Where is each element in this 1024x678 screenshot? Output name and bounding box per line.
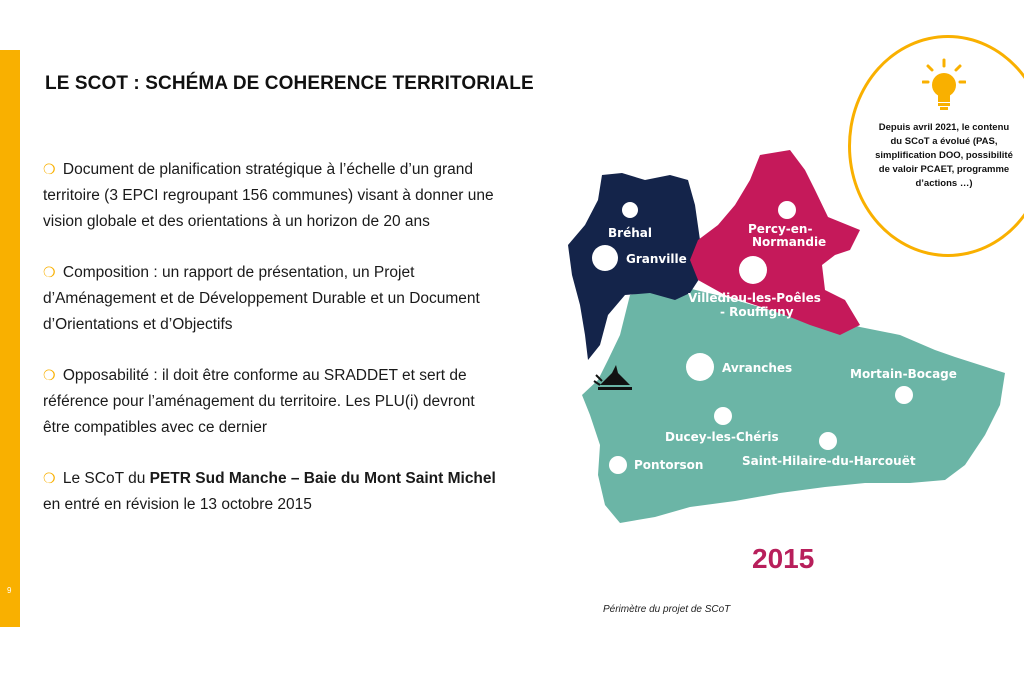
note-line: de valoir PCAET, programme [878, 164, 1010, 175]
bullet-text-line: être compatibles avec ce dernier [43, 419, 268, 436]
bullet-text-bold: PETR Sud Manche – Baie du Mont Saint Michel [149, 470, 496, 487]
note-line: simplification DOO, possibilité [875, 150, 1013, 161]
map-year: 2015 [752, 543, 815, 574]
city-dot-percy [778, 201, 796, 219]
city-dot-ducey [714, 407, 732, 425]
bullet-marker-icon: ❍ [43, 367, 56, 383]
bullet-revision [43, 465, 563, 518]
bullet-marker-icon: ❍ [43, 161, 56, 177]
city-label-villedieu-1: Villedieu-les-Poêles [688, 291, 821, 305]
bullet-marker-icon: ❍ [43, 470, 56, 486]
city-label-villedieu-2: - Rouffigny [720, 305, 794, 319]
city-label-avranches: Avranches [722, 361, 793, 375]
bullet-definition [43, 156, 563, 235]
note-line: du SCoT a évolué (PAS, [890, 136, 998, 147]
bullet-text-line: en entré en révision le 13 octobre 2015 [43, 496, 312, 513]
city-label-brehal: Bréhal [608, 226, 652, 240]
page-number: 9 [7, 586, 12, 595]
city-dot-villedieu [739, 256, 767, 284]
bullet-text-line: référence pour l’aménagement du territoire. Les PLU(i) devront [43, 393, 475, 410]
bullet-text-line: Opposabilité : il doit être conforme au SRADDET et sert de [62, 367, 467, 384]
city-label-pontorson: Pontorson [634, 458, 704, 472]
bullet-text-line: d’Orientations et d’Objectifs [43, 316, 233, 333]
city-dot-avranches [686, 353, 714, 381]
map-caption: Périmètre du projet de SCoT [603, 604, 731, 615]
bullet-marker-icon: ❍ [43, 264, 56, 280]
bullet-text-line: d’Aménagement et de Développement Durable et un Document [43, 290, 480, 307]
city-label-percy-1: Percy-en- [748, 222, 813, 236]
note-text [862, 121, 1024, 191]
bullet-list [43, 156, 563, 542]
bullet-text-prefix: Le SCoT du [62, 470, 150, 487]
bullet-text-line: territoire (3 EPCI regroupant 156 communes) visant à donner une [43, 187, 494, 204]
note-line: Depuis avril 2021, le contenu [878, 122, 1010, 133]
city-dot-pontorson [609, 456, 627, 474]
city-label-saint-hilaire: Saint-Hilaire-du-Harcouët [742, 454, 916, 468]
bullet-text-line: vision globale et des orientations à un horizon de 20 ans [43, 213, 430, 230]
bullet-text-line: Document de planification stratégique à l’échelle d’un grand [62, 161, 474, 178]
city-label-percy-2: Normandie [752, 235, 827, 249]
city-dot-brehal [622, 202, 638, 218]
city-dot-granville [592, 245, 618, 271]
note-line: d’actions …) [915, 178, 973, 189]
city-dot-saint-hilaire [819, 432, 837, 450]
city-dot-mortain [895, 386, 913, 404]
slide-title: LE SCOT : SCHÉMA DE COHERENCE TERRITORIALE [45, 73, 534, 94]
city-label-ducey: Ducey-les-Chéris [665, 430, 779, 444]
map-region-south [582, 285, 1005, 523]
bullet-composition [43, 259, 563, 338]
city-label-granville: Granville [626, 252, 687, 266]
city-label-mortain: Mortain-Bocage [850, 367, 957, 381]
lightbulb-icon [922, 58, 966, 119]
accent-bar [0, 50, 20, 627]
bullet-text-line: Composition : un rapport de présentation, un Projet [62, 264, 415, 281]
bullet-opposabilite [43, 362, 563, 441]
